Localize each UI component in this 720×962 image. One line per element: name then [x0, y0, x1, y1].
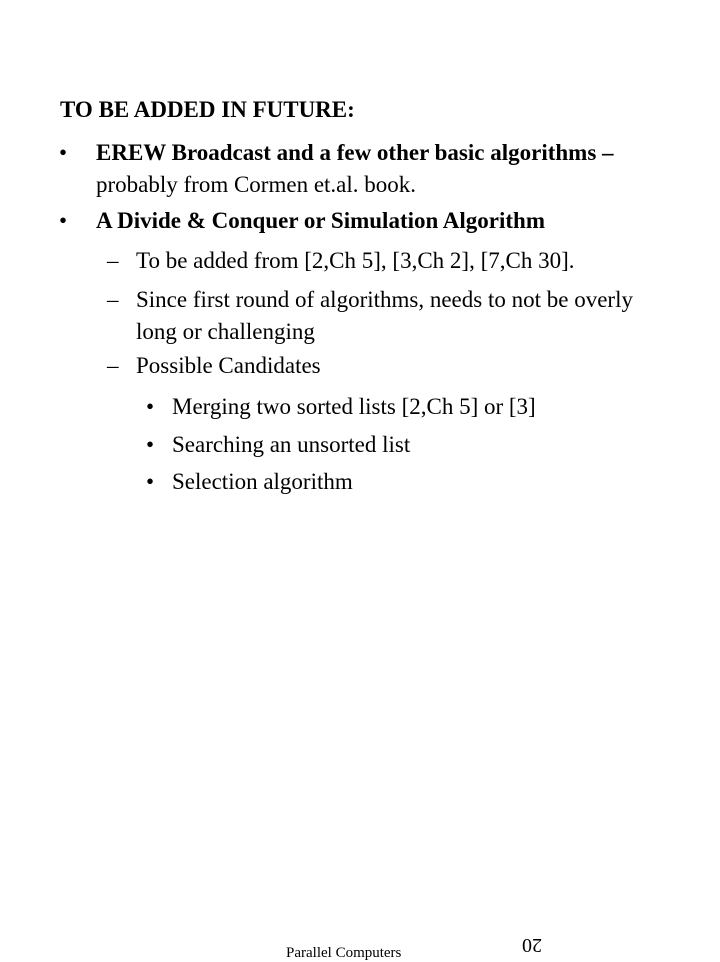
bullet-marker: • [59, 208, 68, 233]
sub-item-text: To be added from [2,Ch 5], [3,Ch 2], [7,Ch 30]. [136, 248, 575, 273]
bullet-text [96, 137, 696, 201]
bullet-bold-text: A Divide & Conquer or Simulation Algorithm [96, 208, 545, 233]
candidate-text: Merging two sorted lists [2,Ch 5] or [3] [172, 394, 536, 419]
dash-marker: – [107, 248, 119, 273]
slide-heading: TO BE ADDED IN FUTURE: [60, 97, 355, 122]
bullet-marker: • [59, 140, 68, 165]
bullet-marker: • [146, 394, 155, 419]
bullet-normal-text: probably from Cormen et.al. book. [96, 172, 417, 197]
bullet-item-divide-conquer [59, 205, 696, 237]
sub-item-first-round-note [107, 284, 676, 348]
bullet-item-erew-broadcast [59, 137, 696, 201]
sub-item-possible-candidates [107, 350, 676, 382]
footer-title: Parallel Computers [286, 945, 402, 961]
candidate-item-selection [146, 466, 672, 498]
page-number: 20 [522, 934, 542, 956]
dash-marker: – [107, 353, 119, 378]
candidate-item-searching [146, 429, 672, 461]
dash-marker: – [107, 287, 119, 312]
bullet-bold-text: EREW Broadcast and a few other basic algorithms – [96, 140, 614, 165]
candidate-text: Selection algorithm [172, 469, 353, 494]
sub-item-text: Possible Candidates [136, 353, 321, 378]
candidate-item-merging [146, 391, 672, 423]
bullet-marker: • [146, 469, 155, 494]
sub-item-source-references [107, 245, 676, 277]
bullet-marker: • [146, 432, 155, 457]
sub-item-text: Since first round of algorithms, needs to not be overly long or challenging [136, 287, 633, 344]
candidate-text: Searching an unsorted list [172, 432, 411, 457]
